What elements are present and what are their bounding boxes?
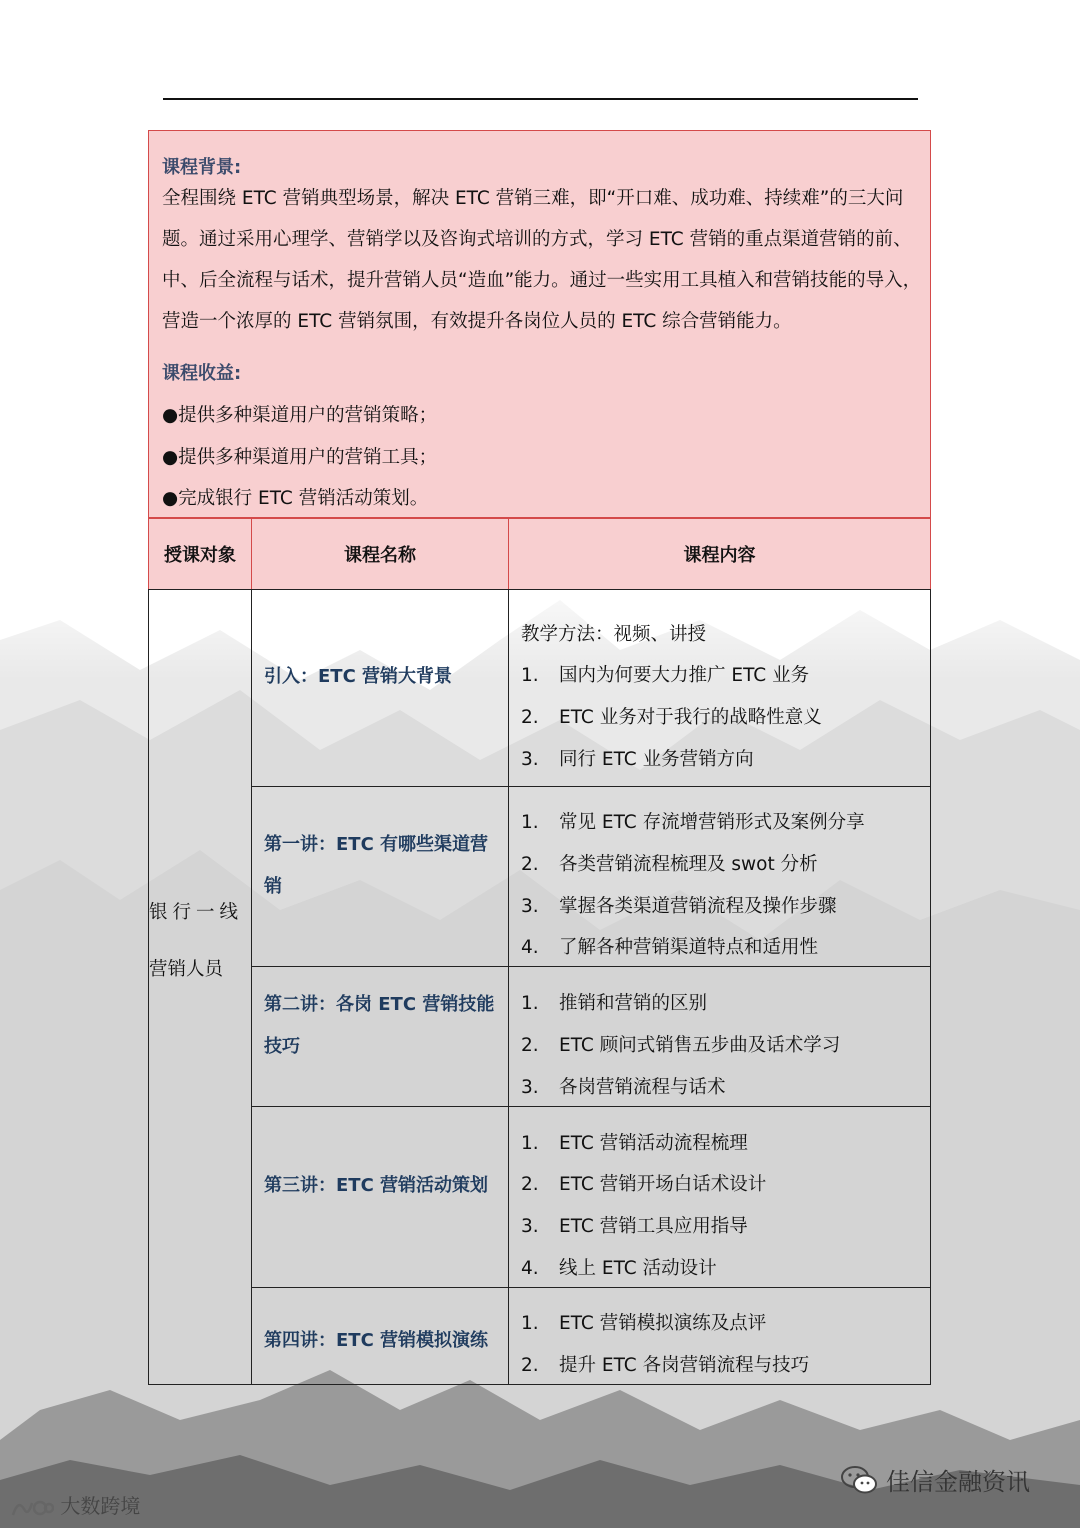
column-divider [251,589,252,1385]
content-item [521,1212,748,1238]
content-item [521,850,818,876]
item-number: 1. [521,993,539,1014]
item-number: 3. [521,896,539,917]
content-item [521,1254,717,1280]
item-text: 了解各种营销渠道特点和适用性 [559,937,819,958]
logo-icon [10,1495,54,1521]
benefit-item: ●提供多种渠道用户的营销工具； [162,447,438,468]
item-text: 线上 ETC 活动设计 [559,1258,717,1279]
background-text: 全程围绕 ETC 营销典型场景，解决 ETC 营销三难，即“开口难、成功难、持续难”的三大问题。通过采用心理学、营销学以及咨询式培训的方式，学习 ETC 营销的重点渠道营销的前、中、后全流程与话术，提升营销人员“造血”能力。通过一些实用工具植入和营销技能的导入，营造一个浓厚的 ETC 营销氛围，有效提升各岗位人员的 ETC 综合营销能力。 [162,188,922,332]
content-item [521,745,754,771]
item-number: 4. [521,1258,539,1279]
item-number: 2. [521,1355,539,1376]
content-item [521,1031,840,1057]
wechat-icon [840,1465,878,1495]
content-item [521,1170,766,1196]
content-item [521,892,837,918]
course-name: 第四讲：ETC 营销模拟演练 [264,1330,489,1351]
item-number: 1. [521,665,539,686]
item-number: 3. [521,749,539,770]
course-name-line: 技巧 [264,1036,300,1057]
item-text: ETC 营销工具应用指导 [559,1216,748,1237]
item-number: 2. [521,1174,539,1195]
content-item [521,989,707,1015]
content-item [521,1073,726,1099]
course-name [264,824,500,908]
benefit-heading: 课程收益: [162,363,242,384]
course-name-line: 第一讲：ETC 有哪些渠道营 [264,834,489,855]
audience-line: 银行一线 [149,902,244,923]
course-name: 引入：ETC 营销大背景 [264,666,453,687]
item-text: ETC 业务对于我行的战略性意义 [559,707,822,728]
content-item [521,661,809,687]
content-item [521,808,865,834]
course-name [264,984,500,1068]
top-rule [163,98,918,100]
course-name-line: 销 [264,876,282,897]
row-divider [251,786,931,787]
row-divider [251,1106,931,1107]
header-course-content: 课程内容 [508,518,931,590]
content-item [521,703,822,729]
background-heading: 课程背景: [162,157,242,178]
watermark-right [840,1462,1030,1497]
content-item [521,1129,748,1155]
header-course-name: 课程名称 [251,518,509,590]
item-number: 2. [521,1035,539,1056]
item-number: 4. [521,937,539,958]
course-name-line: 第二讲：各岗 ETC 营销技能 [264,994,495,1015]
content-item [521,1309,766,1335]
item-text: 提升 ETC 各岗营销流程与技巧 [559,1355,810,1376]
item-number: 3. [521,1216,539,1237]
benefit-item: ●完成银行 ETC 营销活动策划。 [162,488,429,509]
watermark-left-text: 大数跨境 [60,1494,141,1518]
course-name: 第三讲：ETC 营销活动策划 [264,1175,489,1196]
item-text: 常见 ETC 存流增营销形式及案例分享 [559,812,865,833]
item-text: ETC 营销开场白话术设计 [559,1174,767,1195]
item-number: 1. [521,1133,539,1154]
watermark-left [10,1490,140,1521]
item-text: 推销和营销的区别 [559,993,708,1014]
item-number: 1. [521,1313,539,1334]
item-text: 同行 ETC 业务营销方向 [559,749,754,770]
item-text: 掌握各类渠道营销流程及操作步骤 [559,896,837,917]
item-text: ETC 营销模拟演练及点评 [559,1313,767,1334]
item-number: 1. [521,812,539,833]
item-text: 各类营销流程梳理及 swot 分析 [559,854,818,875]
column-divider [508,589,509,1385]
content-item [521,933,818,959]
header-audience: 授课对象 [148,518,252,590]
teaching-method: 教学方法：视频、讲授 [521,624,707,645]
row-divider [251,1287,931,1288]
audience-line: 营销人员 [149,959,224,980]
item-text: ETC 顾问式销售五步曲及话术学习 [559,1035,841,1056]
item-text: 各岗营销流程与话术 [559,1077,726,1098]
benefit-item: ●提供多种渠道用户的营销策略； [162,405,438,426]
item-number: 2. [521,854,539,875]
content-item [521,1351,809,1377]
watermark-right-text: 佳信金融资讯 [886,1468,1030,1496]
item-number: 3. [521,1077,539,1098]
item-text: 国内为何要大力推广 ETC 业务 [559,665,810,686]
item-number: 2. [521,707,539,728]
row-divider [251,966,931,967]
course-intro-box [148,130,931,518]
item-text: ETC 营销活动流程梳理 [559,1133,748,1154]
